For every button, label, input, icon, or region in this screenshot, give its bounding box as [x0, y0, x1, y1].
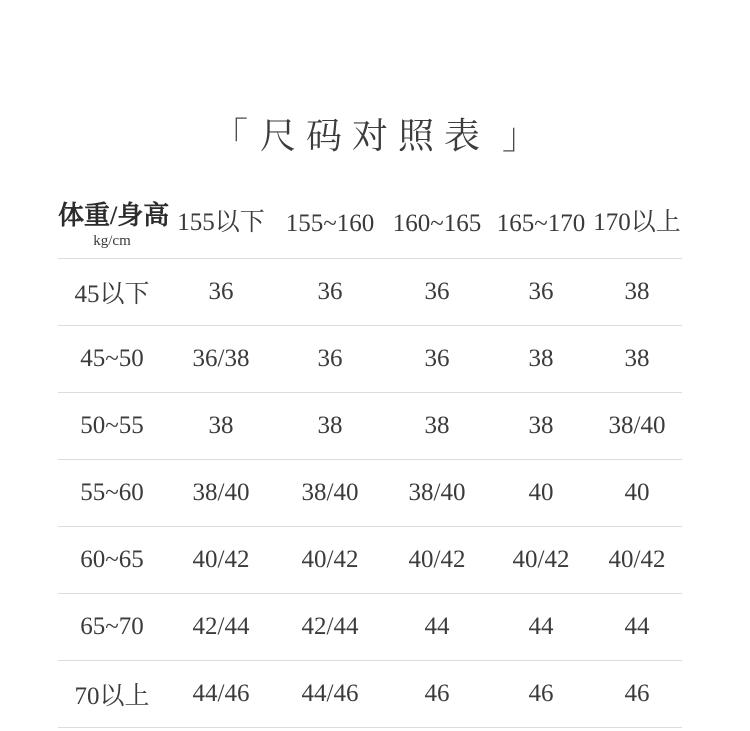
table-row: [58, 392, 682, 459]
size-cell: 38: [592, 325, 682, 392]
size-cell: 36: [384, 258, 490, 325]
size-cell: 42/44: [166, 593, 276, 660]
size-cell: 38/40: [276, 459, 384, 526]
size-cell: 38/40: [166, 459, 276, 526]
weight-label: 60~65: [58, 526, 166, 593]
size-cell: 38: [384, 392, 490, 459]
size-cell: 40/42: [276, 526, 384, 593]
size-cell: 36/38: [166, 325, 276, 392]
header-height-1: 155~160: [276, 192, 384, 258]
size-cell: 38: [592, 258, 682, 325]
size-cell: 38: [490, 392, 592, 459]
size-cell: 36: [490, 258, 592, 325]
weight-height-label: 体重/身高: [58, 201, 170, 231]
table-body: [58, 258, 682, 727]
title-right-bracket: 」: [502, 116, 539, 156]
weight-label: 65~70: [58, 593, 166, 660]
header-height-0: 155以下: [166, 192, 276, 258]
size-cell: 38: [276, 392, 384, 459]
size-comparison-table: [58, 192, 682, 728]
size-cell: 44/46: [276, 660, 384, 727]
header-weight-height: [58, 192, 170, 258]
title-left-bracket: 「: [211, 116, 248, 156]
page-title-text: 尺码对照表: [259, 116, 490, 156]
size-cell: 46: [490, 660, 592, 727]
table-row: [58, 526, 682, 593]
size-cell: 38: [490, 325, 592, 392]
size-cell: 42/44: [276, 593, 384, 660]
table-row: [58, 660, 682, 727]
page-title: [0, 108, 750, 159]
table-row: [58, 459, 682, 526]
header-height-2: 160~165: [384, 192, 490, 258]
weight-label: 45以下: [58, 258, 166, 325]
size-cell: 46: [592, 660, 682, 727]
size-cell: 36: [166, 258, 276, 325]
size-cell: 36: [276, 258, 384, 325]
table-row: [58, 258, 682, 325]
size-cell: 44/46: [166, 660, 276, 727]
weight-label: 50~55: [58, 392, 166, 459]
size-cell: 40/42: [592, 526, 682, 593]
size-cell: 40/42: [384, 526, 490, 593]
unit-label: kg/cm: [93, 233, 131, 249]
size-cell: 38: [166, 392, 276, 459]
size-cell: 44: [384, 593, 490, 660]
size-cell: 40/42: [490, 526, 592, 593]
size-cell: 38/40: [592, 392, 682, 459]
size-cell: 44: [592, 593, 682, 660]
table-header: [58, 192, 682, 258]
header-height-4: 170以上: [592, 192, 682, 258]
size-cell: 36: [384, 325, 490, 392]
size-cell: 40/42: [166, 526, 276, 593]
size-cell: 44: [490, 593, 592, 660]
table-header-row: [58, 192, 682, 258]
table-row: [58, 593, 682, 660]
weight-label: 45~50: [58, 325, 166, 392]
size-cell: 46: [384, 660, 490, 727]
size-cell: 36: [276, 325, 384, 392]
size-cell: 40: [490, 459, 592, 526]
size-cell: 38/40: [384, 459, 490, 526]
weight-label: 70以上: [58, 660, 166, 727]
weight-label: 55~60: [58, 459, 166, 526]
header-height-3: 165~170: [490, 192, 592, 258]
table-row: [58, 325, 682, 392]
size-cell: 40: [592, 459, 682, 526]
